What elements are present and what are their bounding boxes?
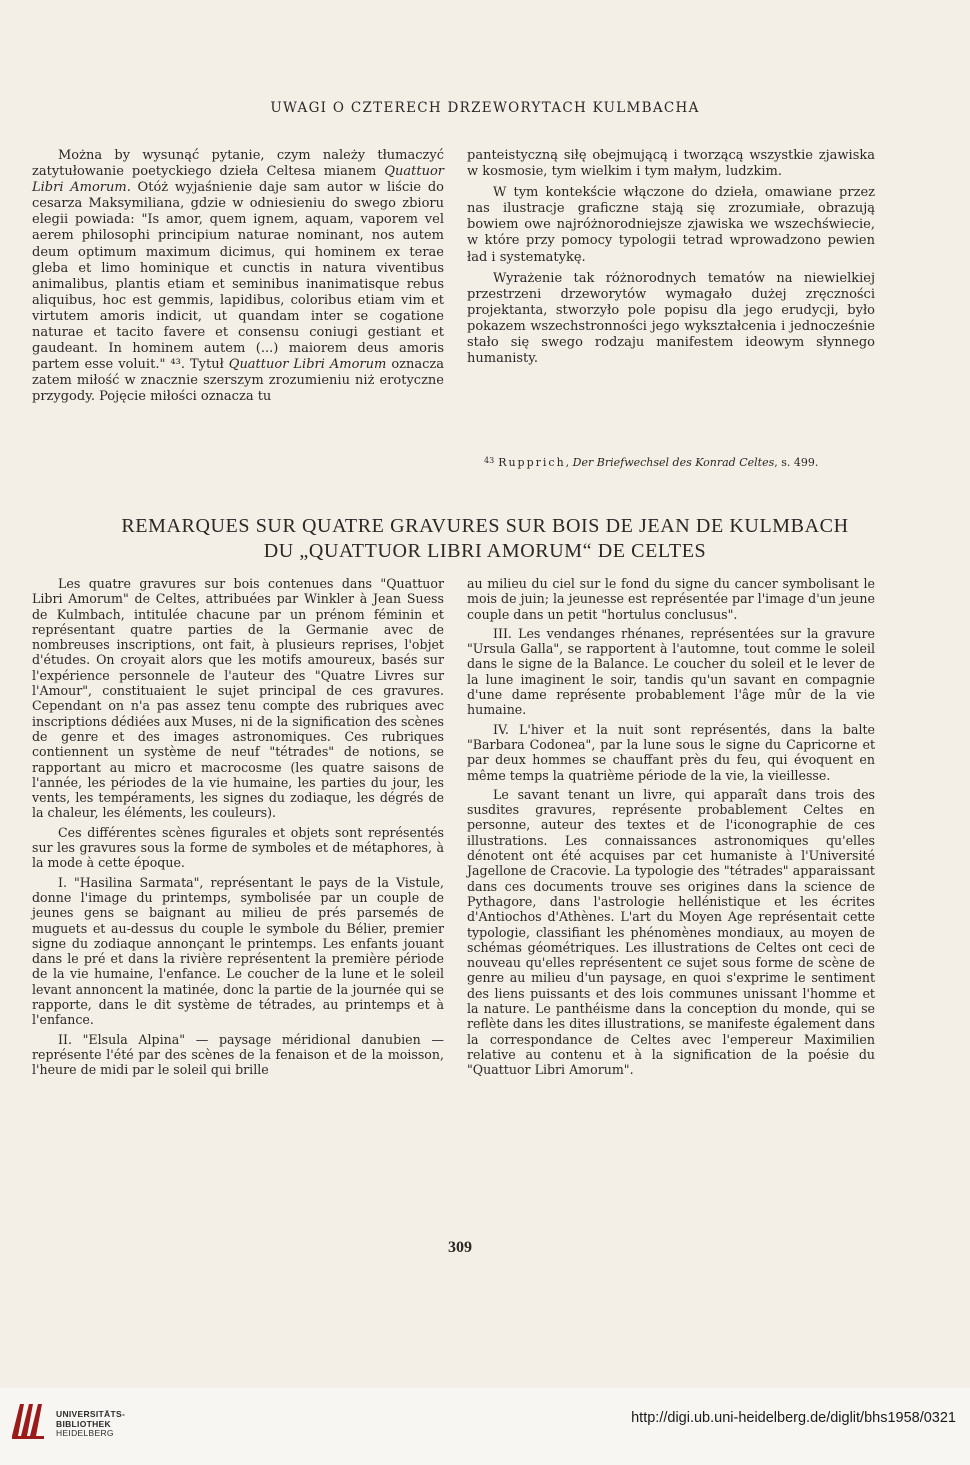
paragraph: Le savant tenant un livre, qui apparaît dans trois des susdites gravures, représente probablement Celtes en personne, auteur des textes et de l'iconographie de ces illustrations. Les connaissances astronomiques qu'elles dénotent ont été acquises par cet humaniste à l'Université Jagellone de Cracovie. La typologie des "tétrades" apparaissant dans ces documents trouve ses origines dans la science de Pythagore, dans l'astrologie hellénistique et les écrites d'Antiochos d'Athènes. L'art du Moyen Age représentait cette typologie, classifiant les phénomènes mondiaux, au moyen de schémas géométriques. Les illustrations de Celtes ont ceci de nouveau qu'elles représentent ce sujet sous forme de scène de genre au milieu d'un paysage, en quoi s'exprime le sentiment des liens puissants et des lois communes unissant l'homme et la nature. Le panthéisme dans la conception du monde, qui se reflète dans les dites illustrations, se manifeste également dans la correspondance de Celtes avec l'empereur Maximilien relative au contenu et à la signification de la poésie du "Quattuor Libri Amorum". [467,786,875,1078]
footnote-title: Der Briefwechsel des Konrad Celtes [572,456,775,469]
paragraph: II. "Elsula Alpina" — paysage méridional danubien — représente l'été par des scènes de la fenaison et de la moisson, l'heure de midi par le soleil qui brille [32,1031,444,1078]
paragraph [32,148,444,406]
paragraph: IV. L'hiver et la nuit sont représentés, dans la balte "Barbara Codonea", par la lune sous le signe du Capricorne et par deux hommes se chauffant près du feu, qui évoquent en même temps la quatrième période de la vie, la vieillesse. [467,721,875,783]
paragraph: W tym kontekście włączone do dzieła, omawiane przez nas ilustracje graficzne stają się zrozumiałe, obrazują bowiem owe najróżnorodniejsze zjawiska we wszechświecie, w które przy pomocy typologii tetrad wprowadzono pewien ład i systematykę. [467,185,875,265]
italic-title: Quattuor Libri Amorum [228,357,387,373]
footnote-number: 43 [484,456,495,465]
italic-title: Quattuor Libri Amorum [32,164,444,196]
library-line: UNIVERSITÄTS- [56,1409,126,1419]
article-title [0,514,970,564]
paragraph: Ces différentes scènes figurales et objets sont représentés sur les gravures sous la forme de symboles et de métaphores, à la mode à cette époque. [32,824,444,871]
polish-right-column [467,148,875,367]
paragraph-text: . Otóż wyjaśnienie daje sam autor w liście do cesarza Maksymiliana, gdzie w odniesieniu do swego zbioru elegii powiada: "Is amor, quem ignem, aquam, vaporem vel aerem philosophi principium naturae nominant, nos autem deum optimum maximum dicimus, qui hominem ex terae gleba et limo hominique et cunctis in natura viventibus animalibus, plantis etiam et seminibus inanimatisque rebus aliquibus, hoc est gemmis, lapidibus, coloribus etiam vim et virtutem amoris indicit, ut quandam inter se cogatione naturae et tacito favere et consensu coniugi gestiant et gaudeant. In hominem autem (...) maiorem deus amoris partem esse voluit." ⁴³. Tytuł [32,180,444,373]
paragraph: Les quatre gravures sur bois contenues dans "Quattuor Libri Amorum" de Celtes, attribuées par Winkler à Jean Suess de Kulmbach, intitulée chacune par un prénom féminin et représentant quatre parties de la Germanie avec de nombreuses inscriptions, ont fait, à plusieurs reprises, l'objet d'études. On croyait alors que les motifs amoureux, basés sur l'expérience personnele de l'auteur des "Quatre Livres sur l'Amour", constituaient le sujet principal de ces gravures. Cependant on n'a pas assez tenu compte des rubriques avec inscriptions dédiées aux Muses, ni de la signification des scènes de genre et des images astronomiques. Ces rubriques contiennent un système de neuf "tétrades" de notions, se rapportant au micro et macrocosme (les quatre saisons de l'année, les périodes de la vie humaine, les parties du jour, les vents, les tempéraments, les signes du zodiaque, les dégrés de la chaleur, les éléments, les couleurs). [32,576,444,821]
footnote: $^{43}$ Rupprich, Der Briefwechsel des Konrad Celtes, s. 499. [484,456,819,469]
footnote-page: , s. 499. [774,456,819,469]
paragraph-text: oznacza zatem miłość w znacznie szerszym zrozumieniu niż erotyczne przygody. Pojęcie miłości oznacza tu [32,357,445,405]
paragraph: au milieu du ciel sur le fond du signe du cancer symbolisant le mois de juin; la jeunesse est représentée par l'image d'un jeune couple dans un petit "hortulus conclusus". [467,576,875,622]
french-left-column [32,576,444,1078]
paragraph-text: Można by wysunąć pytanie, czym należy tłumaczyć zatytułowanie poetyckiego dzieła Celtesa mianem [32,148,444,180]
paragraph: Wyrażenie tak różnorodnych tematów na niewielkiej przestrzeni drzeworytów wymagało dużej zręczności projektanta, stworzyło pole popisu dla jego erudycji, było pokazem wszechstronności jego wykształcenia i jednocześnie stało się swego rodzaju manifestem ideowym słynnego humanisty. [467,270,875,367]
paragraph: panteistyczną siłę obejmującą i tworzącą wszystkie zjawiska w kosmosie, tym wielkim i tym małym, ludzkim. [467,148,875,180]
library-line: HEIDELBERG [56,1428,114,1438]
library-logo-icon [10,1402,48,1440]
source-url-link[interactable]: http://digi.ub.uni-heidelberg.de/diglit/bhs1958/0321 [631,1410,956,1426]
footer-bar [0,1388,970,1465]
footnote-author: Rupprich [498,456,566,469]
running-header: UWAGI O CZTERECH DRZEWORYTACH KULMBACHA [270,100,700,116]
library-name [56,1410,125,1439]
title-line-2: DU „QUATTUOR LIBRI AMORUM“ DE CELTES [263,540,707,562]
library-line: BIBLIOTHEK [56,1418,111,1429]
paragraph: III. Les vendanges rhénanes, représentées sur la gravure "Ursula Galla", se rapportent à l'automne, tout comme le soleil dans le signe de la Balance. Le coucher du soleil et le lever de la lune imaginent le soir, tandis qu'un savant en compagnie d'une dame représente probablement l'âge mûr de la vie humaine. [467,625,875,718]
paragraph: I. "Hasilina Sarmata", représentant le pays de la Vistule, donne l'image du printemps, symbolisée par un couple de jeunes gens se baignant au milieu de prés parsemés de muguets et au-dessus du couple le symbole du Bélier, premier signe du zodiaque annonçant le printemps. Les enfants jouant dans le pré et dans la rivière représentent la première période de la vie humaine, l'enfance. Le coucher de la lune et le soleil levant annoncent la matinée, donc la partie de la journée qui se rapporte, dans le dit système de tétrades, au printemps et à l'enfance. [32,874,444,1028]
page-number: 309 [448,1239,472,1256]
polish-left-column [32,148,444,406]
french-right-column [467,576,875,1078]
title-line-1: REMARQUES SUR QUATRE GRAVURES SUR BOIS DE JEAN DE KULMBACH [121,515,849,537]
